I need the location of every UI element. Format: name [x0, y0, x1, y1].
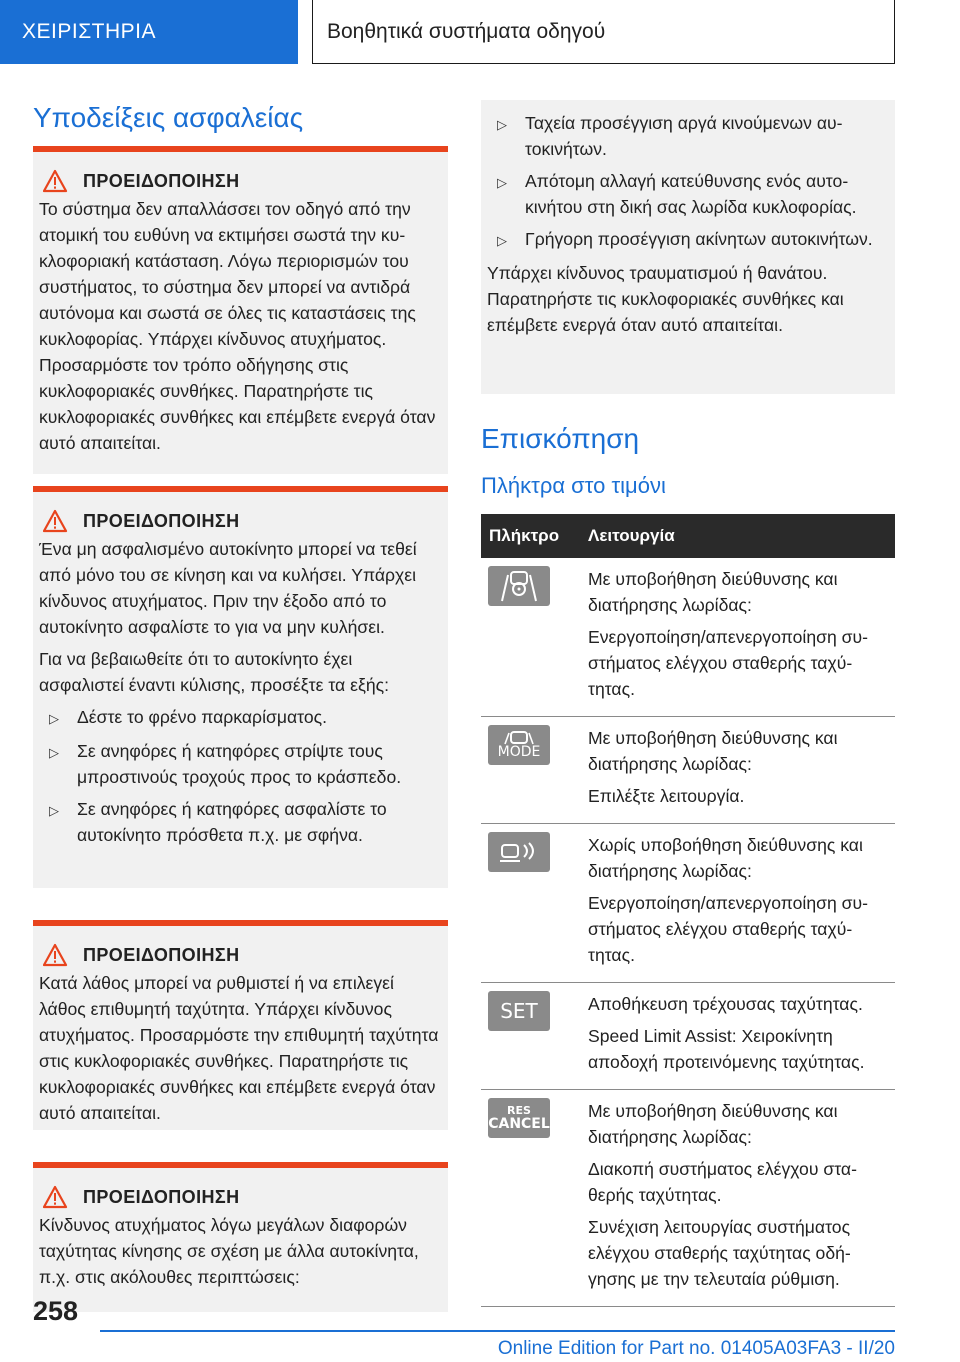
table-row: RES CANCEL Με υποβοήθηση διεύθυνσης και διατήρησης λωρίδας: Διακοπή συστήματος ελέγχου σταθερής ταχύτητας. Συνέχιση λειτουργίας συστήματος ελέγχου σταθερής ταχύτητας οδήγησης με την τελευταία ρύθμιση. — [481, 1090, 895, 1307]
list-item: ▷ Ταχεία προσέγγιση αργά κινούμενων αυτοκινήτων. — [487, 110, 889, 162]
lane-assist-steering-icon — [488, 566, 550, 606]
warning-triangle-icon — [43, 1185, 79, 1209]
right-column — [481, 100, 895, 1307]
table-row: SET Αποθήκευση τρέχουσας ταχύτητας. Speed Limit Assist: Χειροκίνητη αποδοχή προτεινόμενης ταχύτητας. — [481, 983, 895, 1090]
warning-text: Για να βεβαιωθείτε ότι το αυτοκίνητο έχει ασφαλιστεί έναντι κύλισης, προσέξτε τα εξής: — [39, 649, 389, 695]
section-tab — [0, 0, 298, 64]
distance-control-icon — [488, 832, 550, 872]
warning-closing: Υπάρχει κίνδυνος τραυματισμού ή θανάτου. Παρατηρήστε τις κυκλοφοριακές συνθήκες και επέμβετε ενεργά όταν αυτό απαιτείται. — [487, 263, 844, 335]
warning-box-1 — [33, 146, 448, 474]
table-row: Χωρίς υποβοήθηση διεύθυνσης και διατήρησης λωρίδας: Ενεργοποίηση/απενεργοποίηση συστήματος ελέγχου σταθερής ταχύτητας. — [481, 824, 895, 983]
section-title: ΧΕΙΡΙΣΤΗΡΙΑ — [22, 20, 157, 43]
buttons-table — [481, 514, 895, 1307]
warning-box-4 — [33, 1162, 448, 1312]
footer-divider — [100, 1330, 895, 1332]
column-header-function: Λειτουργία — [580, 514, 895, 558]
warning-title: ΠΡΟΕΙΔΟΠΟΙΗΣΗ — [83, 1187, 240, 1207]
list-item: ▷ Σε ανηφόρες ή κατηφόρες ασφαλίστε το αυτοκίνητο πρόσθετα π.χ. με σφήνα. — [39, 796, 442, 848]
list-item: ▷ Απότομη αλλαγή κατεύθυνσης ενός αυτοκινήτου στη δική σας λωρίδα κυκλοφορίας. — [487, 168, 889, 220]
warning-text: Κατά λάθος μπορεί να ρυθμιστεί ή να επιλεγεί λάθος επιθυμητή ταχύτητα. Υπάρχει κίνδυνος ατυχήματος. Προσαρμόστε την επιθυμητή ταχύτητα στις κυκλοφοριακές συνθήκες. Παρατηρήστε τις κυκλοφοριακές συνθήκες και επέμβετε ενεργά όταν αυτό απαιτείται. — [39, 973, 439, 1123]
table-row: Με υποβοήθηση διεύθυνσης και διατήρησης λωρίδας: Ενεργοποίηση/απενεργοποίηση συστήματος ελέγχου σταθερής ταχύτητας. — [481, 558, 895, 717]
warning-title: ΠΡΟΕΙΔΟΠΟΙΗΣΗ — [83, 171, 240, 191]
warning-triangle-icon — [43, 943, 79, 967]
edition-link[interactable]: Online Edition for Part no. 01405A03FA3 - II/20 — [497, 1338, 895, 1359]
warning-text: Ένα μη ασφαλισμένο αυτοκίνητο μπορεί να τεθεί από μόνο του σε κίνηση και να κυλήσει. Υπάρχει κίνδυνος ατυχήματος. Πριν την έξοδο από το αυτοκίνητο ασφαλίστε το για να μην κυλήσει. — [39, 539, 417, 637]
safety-heading: Υποδείξεις ασφαλείας — [33, 102, 304, 133]
chapter-tab — [312, 0, 895, 64]
warning-continuation — [481, 100, 895, 394]
warning-box-3 — [33, 920, 448, 1130]
left-column — [33, 100, 448, 1312]
overview-heading: Επισκόπηση — [481, 423, 640, 454]
warning-triangle-icon — [43, 169, 79, 193]
warning-title: ΠΡΟΕΙΔΟΠΟΙΗΣΗ — [83, 511, 240, 531]
set-button-icon: SET — [488, 991, 550, 1031]
steering-buttons-heading: Πλήκτρα στο τιμόνι — [481, 473, 666, 498]
list-item: ▷ Σε ανηφόρες ή κατηφόρες στρίψτε τους μπροστινούς τροχούς προς το κράσπεδο. — [39, 738, 442, 790]
triangle-bullet-icon: ▷ — [49, 803, 59, 818]
triangle-bullet-icon: ▷ — [497, 117, 507, 132]
warning-text: Το σύστημα δεν απαλλάσσει τον οδηγό από την ατομική του ευθύνη να εκτιμήσει σωστά την κυκλοφοριακή κατάσταση. Λόγω περιορισμών του συστήματος, το σύστημα δεν μπορεί να αντιδρά αυτόνομα και σωστά σε όλες τις καταστάσεις της κυκλοφορίας. Υπάρχει κίνδυνος ατυχήματος. Προσαρμόστε τον τρόπο οδήγησης στις κυκλοφοριακές συνθήκες. Παρατηρήστε τις κυκλοφοριακές συνθήκες και επέμβετε ενεργά όταν αυτό απαιτείται. — [39, 199, 436, 453]
warning-box-2 — [33, 486, 448, 888]
table-header-row — [481, 514, 895, 558]
warning-triangle-icon — [43, 509, 79, 533]
column-header-button: Πλήκτρο — [481, 514, 580, 558]
triangle-bullet-icon: ▷ — [497, 233, 507, 248]
mode-button-icon: MODE — [488, 725, 550, 765]
res-cancel-button-icon: RES CANCEL — [488, 1098, 550, 1138]
list-item: ▷ Δέστε το φρένο παρκαρίσματος. — [39, 704, 442, 732]
list-item: ▷ Γρήγορη προσέγγιση ακίνητων αυτοκινήτων. — [487, 226, 889, 254]
triangle-bullet-icon: ▷ — [497, 175, 507, 190]
page-number: 258 — [33, 1296, 79, 1326]
table-row: MODE Με υποβοήθηση διεύθυνσης και διατήρησης λωρίδας: Επιλέξτε λειτουργία. — [481, 717, 895, 824]
triangle-bullet-icon: ▷ — [49, 745, 59, 760]
warning-title: ΠΡΟΕΙΔΟΠΟΙΗΣΗ — [83, 945, 240, 965]
triangle-bullet-icon: ▷ — [49, 711, 59, 726]
warning-text: Κίνδυνος ατυχήματος λόγω μεγάλων διαφορών ταχύτητας κίνησης σε σχέση με άλλα αυτοκίνητα, π.χ. στις ακόλουθες περιπτώσεις: — [39, 1215, 419, 1287]
chapter-title: Βοηθητικά συστήματα οδηγού — [327, 19, 606, 43]
